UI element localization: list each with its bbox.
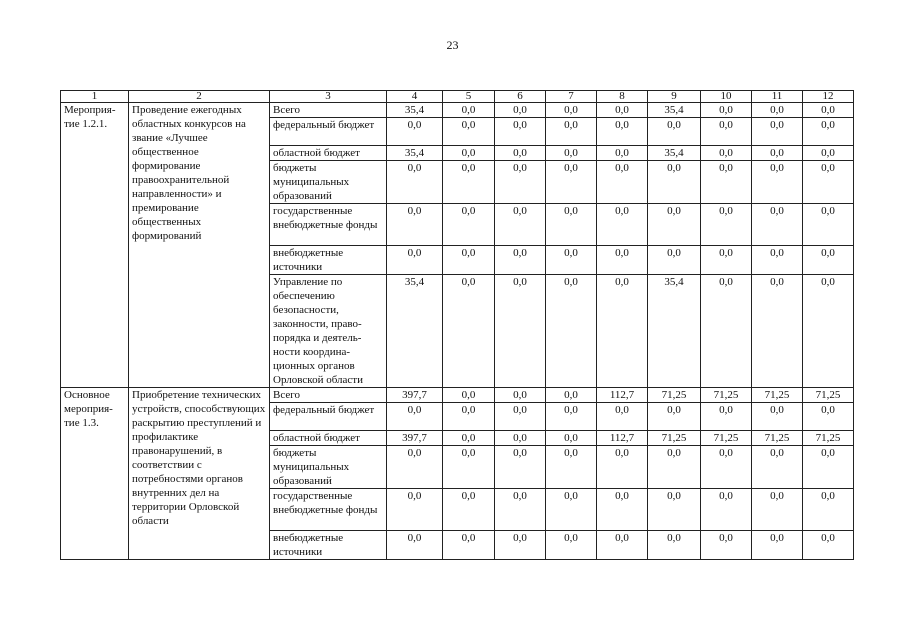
value-cell: 0,0 [443,146,495,161]
value-cell: 0,0 [495,403,546,431]
value-cell: 0,0 [443,446,495,489]
value-cell: 0,0 [443,204,495,246]
value-cell: 35,4 [648,103,701,118]
value-cell: 0,0 [597,246,648,275]
value-cell: 0,0 [803,103,854,118]
value-cell: 0,0 [752,489,803,531]
activity-id: Мероприя-тие 1.2.1. [61,103,129,388]
value-cell: 0,0 [752,161,803,204]
value-cell: 0,0 [495,489,546,531]
value-cell: 0,0 [495,246,546,275]
value-cell: 35,4 [387,275,443,388]
value-cell: 0,0 [701,204,752,246]
value-cell: 0,0 [495,446,546,489]
value-cell: 0,0 [648,403,701,431]
value-cell: 0,0 [701,531,752,560]
value-cell: 0,0 [752,246,803,275]
value-cell: 0,0 [546,275,597,388]
table-row [61,388,854,403]
value-cell: 0,0 [803,118,854,146]
value-cell: 0,0 [648,489,701,531]
value-cell: 0,0 [387,118,443,146]
value-cell: 0,0 [752,204,803,246]
value-cell: 0,0 [701,275,752,388]
column-header: 11 [752,91,803,103]
activity-title: Приобретение технических устройств, способствующих раскрытию преступлений и профилактике правонарушений, в соответствии с потребностями органов внутренних дел на территории Орловской области [129,388,270,560]
value-cell: 0,0 [597,446,648,489]
value-cell: 35,4 [387,146,443,161]
value-cell: 0,0 [597,275,648,388]
value-cell: 0,0 [495,531,546,560]
value-cell: 0,0 [803,446,854,489]
value-cell: 35,4 [648,146,701,161]
column-header: 9 [648,91,701,103]
value-cell: 0,0 [701,246,752,275]
value-cell: 0,0 [495,275,546,388]
value-cell: 0,0 [597,118,648,146]
value-cell: 0,0 [495,118,546,146]
column-header: 1 [61,91,129,103]
value-cell: 0,0 [597,403,648,431]
header-row [61,91,854,103]
budget-table [60,90,854,560]
value-cell: 0,0 [701,103,752,118]
value-cell: 0,0 [701,161,752,204]
value-cell: 0,0 [701,489,752,531]
value-cell: 0,0 [546,489,597,531]
funding-source: федеральный бюджет [270,118,387,146]
value-cell: 71,25 [803,388,854,403]
column-header: 12 [803,91,854,103]
value-cell: 0,0 [495,146,546,161]
value-cell: 0,0 [752,118,803,146]
value-cell: 0,0 [495,388,546,403]
value-cell: 0,0 [546,118,597,146]
column-header: 10 [701,91,752,103]
value-cell: 0,0 [495,161,546,204]
value-cell: 0,0 [752,103,803,118]
value-cell: 0,0 [803,275,854,388]
value-cell: 0,0 [387,246,443,275]
value-cell: 0,0 [752,403,803,431]
value-cell: 0,0 [597,146,648,161]
value-cell: 0,0 [701,446,752,489]
value-cell: 0,0 [443,531,495,560]
value-cell: 0,0 [495,204,546,246]
value-cell: 112,7 [597,388,648,403]
column-header: 3 [270,91,387,103]
value-cell: 0,0 [546,246,597,275]
value-cell: 0,0 [546,403,597,431]
value-cell: 0,0 [648,161,701,204]
value-cell: 0,0 [546,531,597,560]
funding-source: федеральный бюджет [270,403,387,431]
funding-source: государственные внебюджетные фонды [270,489,387,531]
column-header: 5 [443,91,495,103]
value-cell: 0,0 [752,531,803,560]
value-cell: 0,0 [597,204,648,246]
value-cell: 0,0 [648,204,701,246]
value-cell: 0,0 [387,403,443,431]
value-cell: 0,0 [546,388,597,403]
column-header: 7 [546,91,597,103]
column-header: 2 [129,91,270,103]
value-cell: 397,7 [387,388,443,403]
value-cell: 0,0 [803,161,854,204]
value-cell: 0,0 [443,103,495,118]
value-cell: 0,0 [443,246,495,275]
value-cell: 112,7 [597,431,648,446]
value-cell: 35,4 [648,275,701,388]
value-cell: 0,0 [546,146,597,161]
value-cell: 0,0 [803,489,854,531]
value-cell: 71,25 [648,431,701,446]
funding-source: областной бюджет [270,431,387,446]
value-cell: 0,0 [597,103,648,118]
value-cell: 0,0 [701,146,752,161]
value-cell: 0,0 [701,118,752,146]
activity-id: Основное мероприя-тие 1.3. [61,388,129,560]
value-cell: 0,0 [387,489,443,531]
funding-source: Всего [270,388,387,403]
column-header: 6 [495,91,546,103]
value-cell: 0,0 [546,204,597,246]
value-cell: 0,0 [803,403,854,431]
value-cell: 0,0 [443,403,495,431]
funding-source: внебюджетные источники [270,531,387,560]
value-cell: 0,0 [648,531,701,560]
funding-source: бюджеты муниципальных образований [270,446,387,489]
value-cell: 0,0 [546,431,597,446]
value-cell: 0,0 [495,431,546,446]
value-cell: 0,0 [701,403,752,431]
value-cell: 397,7 [387,431,443,446]
value-cell: 0,0 [803,246,854,275]
value-cell: 0,0 [752,146,803,161]
value-cell: 0,0 [443,489,495,531]
value-cell: 0,0 [648,246,701,275]
value-cell: 0,0 [803,531,854,560]
column-header: 4 [387,91,443,103]
value-cell: 0,0 [597,161,648,204]
value-cell: 71,25 [803,431,854,446]
funding-source: внебюджетные источники [270,246,387,275]
value-cell: 0,0 [648,118,701,146]
table-row [61,103,854,118]
value-cell: 0,0 [546,446,597,489]
value-cell: 0,0 [803,204,854,246]
value-cell: 0,0 [387,161,443,204]
value-cell: 0,0 [387,531,443,560]
value-cell: 0,0 [387,446,443,489]
page-number: 23 [446,38,459,52]
funding-source: бюджеты муниципальных образований [270,161,387,204]
value-cell: 71,25 [752,388,803,403]
value-cell: 0,0 [387,204,443,246]
value-cell: 0,0 [648,446,701,489]
value-cell: 0,0 [443,118,495,146]
value-cell: 71,25 [752,431,803,446]
value-cell: 0,0 [597,531,648,560]
value-cell: 35,4 [387,103,443,118]
column-header: 8 [597,91,648,103]
value-cell: 0,0 [752,446,803,489]
value-cell: 71,25 [701,431,752,446]
value-cell: 0,0 [495,103,546,118]
value-cell: 0,0 [752,275,803,388]
funding-source: государственные внебюджетные фонды [270,204,387,246]
activity-title: Проведение ежегодных областных конкурсов на звание «Лучшее общественное формирование правоохранительной направленности» и премирование общественных формирований [129,103,270,388]
value-cell: 0,0 [443,275,495,388]
value-cell: 71,25 [648,388,701,403]
funding-source: Всего [270,103,387,118]
funding-source: Управление по обеспечению безопасности, законности, право-порядка и деятель-ности координа-ционных органов Орловской области [270,275,387,388]
value-cell: 0,0 [597,489,648,531]
value-cell: 0,0 [546,103,597,118]
value-cell: 0,0 [443,388,495,403]
value-cell: 0,0 [546,161,597,204]
value-cell: 0,0 [443,161,495,204]
value-cell: 0,0 [443,431,495,446]
value-cell: 0,0 [803,146,854,161]
value-cell: 71,25 [701,388,752,403]
funding-source: областной бюджет [270,146,387,161]
